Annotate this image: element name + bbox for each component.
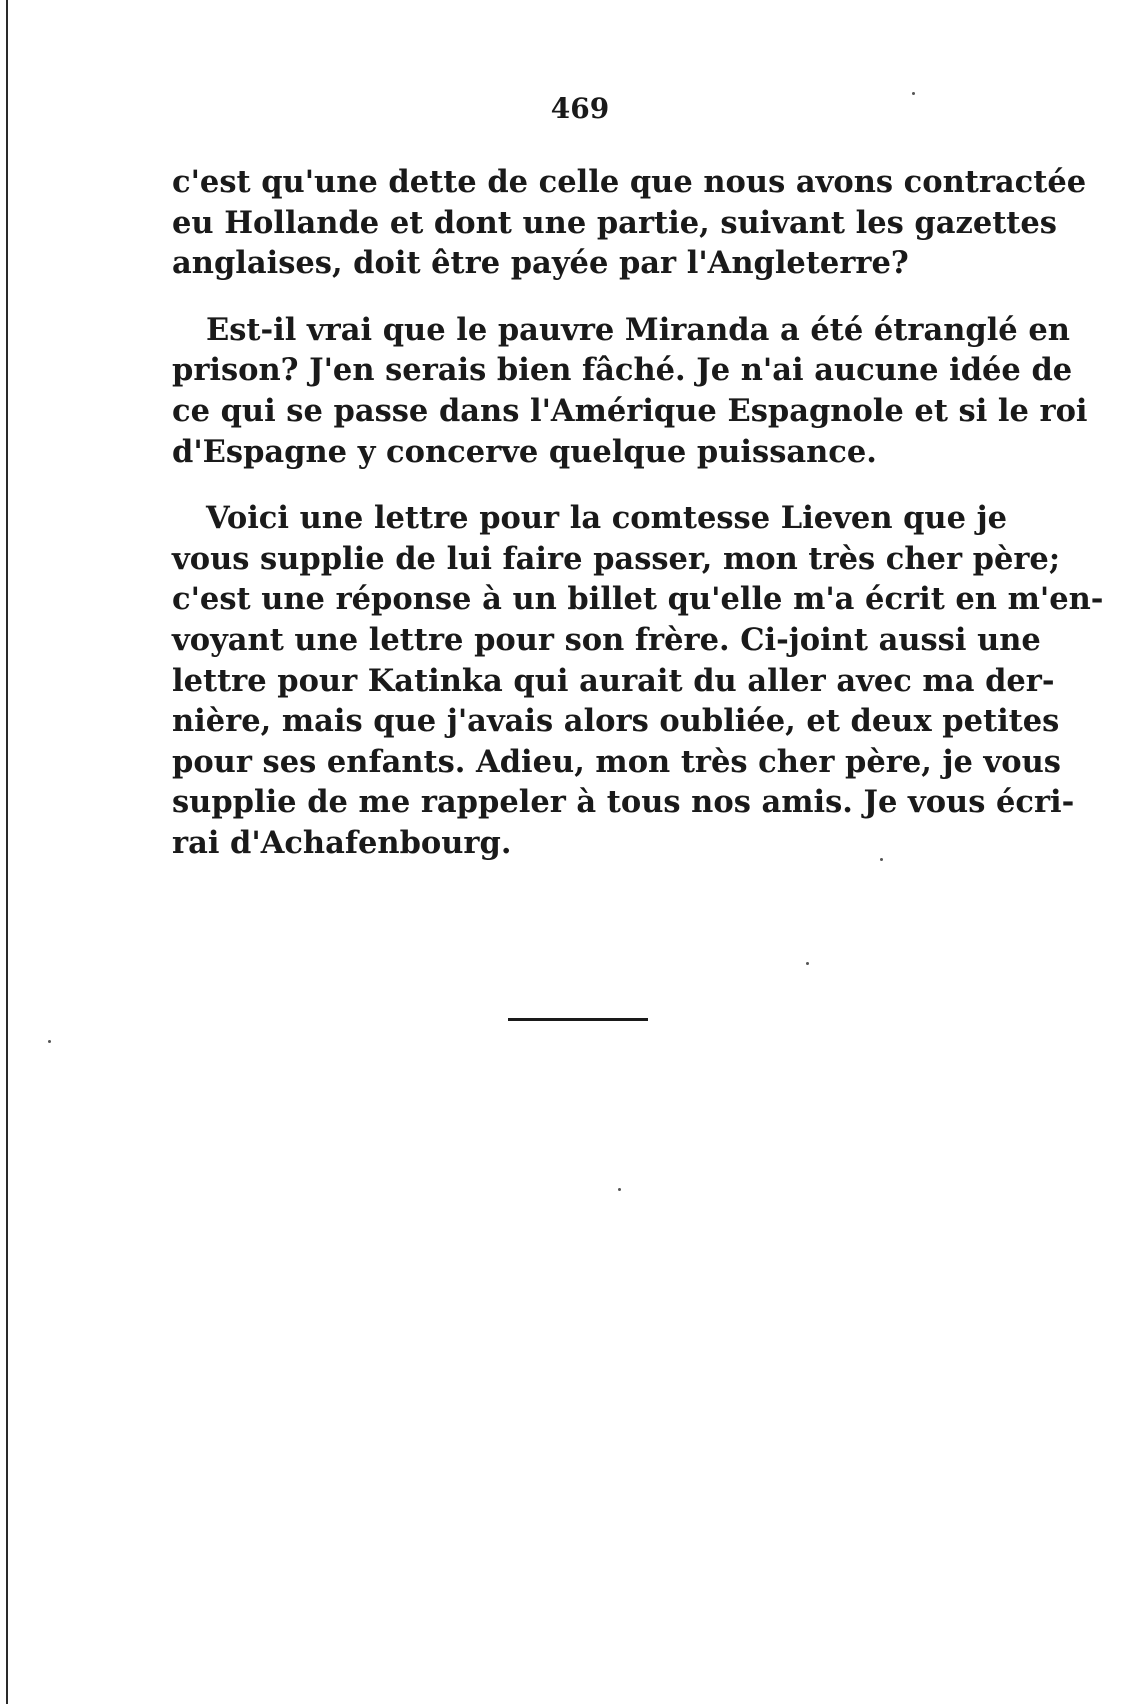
text-line: c'est une réponse à un billet qu'elle m'a écrit en m'en-	[172, 581, 1104, 618]
body-text	[172, 162, 1104, 864]
scan-speck	[618, 1188, 621, 1191]
text-line: vous supplie de lui faire passer, mon très cher père;	[172, 540, 1061, 577]
text-line: supplie de me rappeler à tous nos amis. Je vous écri-	[172, 784, 1075, 821]
paragraph-2	[172, 310, 1088, 472]
text-line: lettre pour Katinka qui aurait du aller avec ma der-	[172, 662, 1055, 699]
page-number: 469	[550, 92, 610, 125]
text-line: eu Hollande et dont une partie, suivant les gazettes	[172, 204, 1057, 241]
end-rule	[508, 1018, 648, 1021]
text-line: Est-il vrai que le pauvre Miranda a été étranglé en	[206, 311, 1070, 348]
paragraph-spacer	[172, 284, 1000, 310]
scan-speck	[48, 1040, 51, 1043]
text-line: prison? J'en serais bien fâché. Je n'ai aucune idée de	[172, 352, 1073, 389]
text-line: c'est qu'une dette de celle que nous avons contractée	[172, 164, 1087, 200]
text-line: ce qui se passe dans l'Amérique Espagnole et si le roi	[172, 392, 1088, 429]
text-line: nière, mais que j'avais alors oubliée, et deux petites	[172, 703, 1060, 740]
paragraph-spacer	[172, 472, 1000, 498]
text-line: pour ses enfants. Adieu, mon très cher père, je vous	[172, 743, 1061, 780]
text-line: Voici une lettre pour la comtesse Lieven que je	[206, 500, 1008, 537]
text-line: voyant une lettre pour son frère. Ci-joint aussi une	[172, 621, 1041, 658]
text-line: d'Espagne y concerve quelque puissance.	[172, 433, 877, 470]
scan-speck	[880, 858, 883, 861]
paragraph-1	[172, 162, 1087, 284]
text-line: anglaises, doit être payée par l'Angleterre?	[172, 245, 909, 282]
paragraph-3	[172, 498, 1104, 863]
text-line: rai d'Achafenbourg.	[172, 824, 512, 861]
page-binding-edge	[6, 0, 8, 1704]
scan-speck	[912, 92, 915, 95]
scan-speck	[806, 962, 809, 965]
